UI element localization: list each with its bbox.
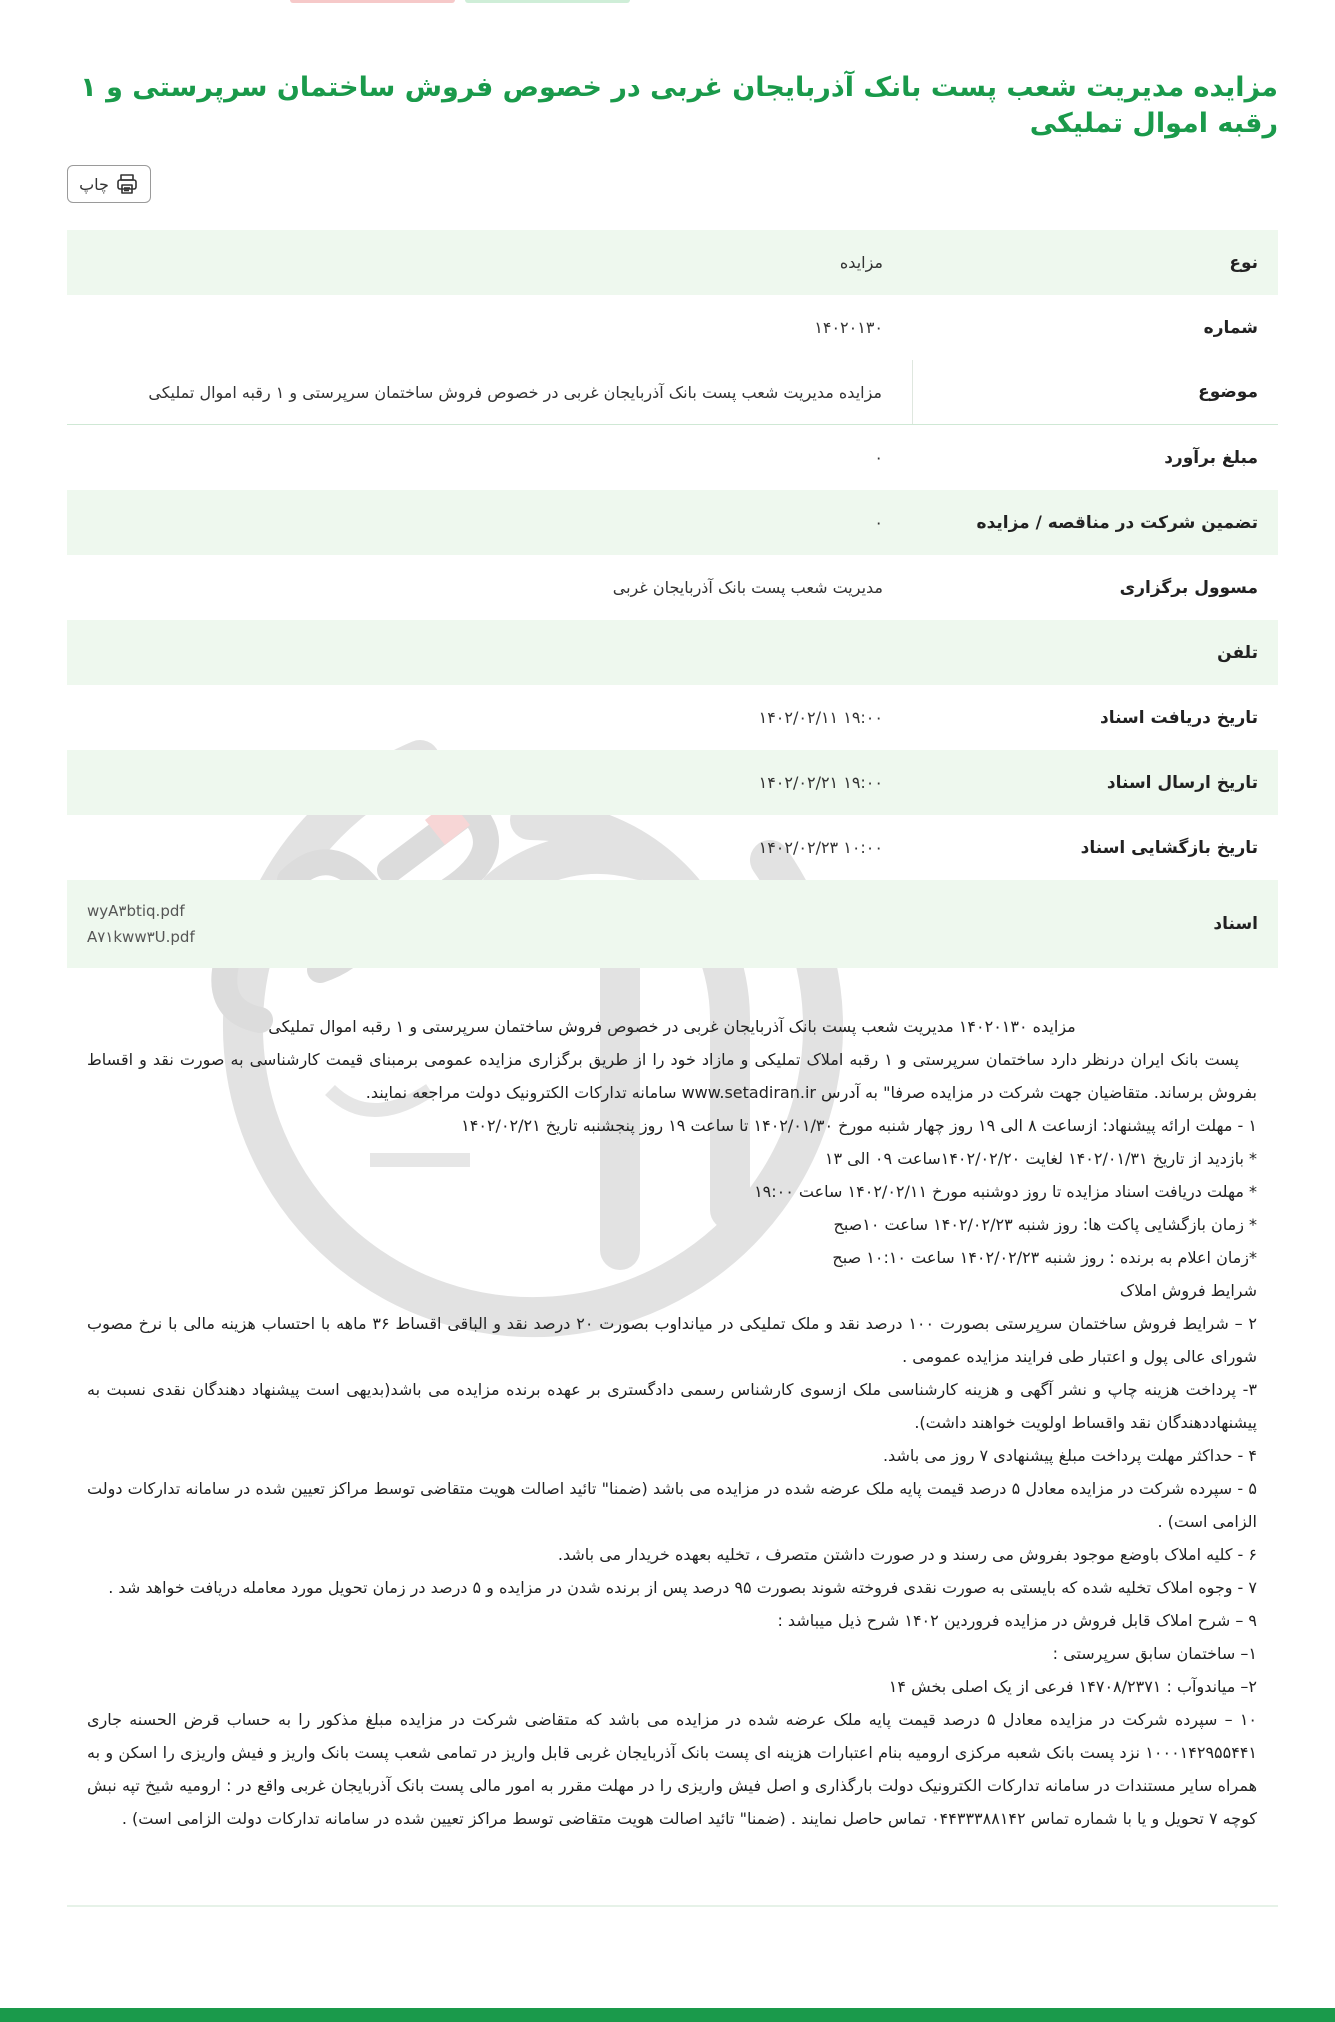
row-value: ۱۴۰۲۰۱۳۰ <box>814 318 883 337</box>
row-label: تاریخ ارسال اسناد <box>1106 772 1258 793</box>
info-row-number <box>67 295 1278 360</box>
body-paragraph: *زمان اعلام به برنده : روز شنبه ۱۴۰۲/۰۲/۲۳ ساعت ۱۰:۱۰ صبح <box>832 1248 1257 1267</box>
info-row-organizer <box>67 555 1278 620</box>
info-row-send-date <box>67 750 1278 815</box>
body-paragraph: پست بانک ایران درنظر دارد ساختمان سرپرستی و ۱ رقبه املاک تملیکی و مازاد خود را از طریق برگزاری مزایده عمومی برمبنای قیمت کارشناسی به صورت نقد و اقساط بفروش برساند. متقاضیان جهت شرکت در مزایده صرفا" به آدرس www.setadiran.ir سامانه تدارکات الکترونیک دولت مراجعه نمایند. <box>87 1050 1257 1102</box>
document-link[interactable]: wyA۳btiq.pdf <box>87 902 185 920</box>
body-paragraph: ۶ - کلیه املاک باوضع موجود بفروش می رسند و در صورت داشتن متصرف ، تخلیه بعهده خریدار می باشد. <box>557 1545 1257 1564</box>
row-label: موضوع <box>1198 382 1258 402</box>
row-label: شماره <box>1203 317 1258 338</box>
print-button[interactable] <box>67 165 151 203</box>
description-body <box>87 1010 1257 1835</box>
row-value: ۰ <box>874 448 883 467</box>
info-row-estimate <box>67 425 1278 490</box>
tab-indicator-green[interactable] <box>465 0 630 3</box>
print-label: چاپ <box>79 174 109 194</box>
row-label: تضمین شرکت در مناقصه / مزایده <box>976 512 1258 533</box>
row-value <box>67 620 913 685</box>
body-paragraph: ۳- پرداخت هزینه چاپ و نشر آگهی و هزینه کارشناسی ملک ازسوی کارشناس رسمی دادگستری بر عهده برنده مزایده می باشد(بدیهی است پیشنهاد دهندگان نقدی نسبت به پیشنهاددهندگان نقد واقساط اولویت خواهند داشت). <box>87 1380 1257 1432</box>
row-label: تاریخ دریافت اسناد <box>1099 707 1258 728</box>
row-value: ۱۴۰۲/۰۲/۲۳ ۱۰:۰۰ <box>758 838 883 857</box>
body-paragraph: ۲– میاندوآب : ۱۴۷۰۸/۲۳۷۱ فرعی از یک اصلی بخش ۱۴ <box>888 1677 1257 1696</box>
document-link[interactable]: A۷۱kww۳U.pdf <box>87 928 195 946</box>
body-paragraph: ۵ - سپرده شرکت در مزایده معادل ۵ درصد قیمت پایه ملک عرضه شده در مزایده می باشد (ضمنا" تائید اصالت هویت متقاضی توسط مراکز تعیین شده در سامانه تدارکات دولت الزامی است) . <box>87 1479 1257 1531</box>
row-value: مزایده <box>839 253 883 272</box>
row-label: نوع <box>1229 252 1258 273</box>
info-row-phone <box>67 620 1278 685</box>
info-row-opening-date <box>67 815 1278 880</box>
info-row-documents <box>67 880 1278 968</box>
body-paragraph: * مهلت دریافت اسناد مزایده تا روز دوشنبه مورخ ۱۴۰۲/۰۲/۱۱ ساعت ۱۹:۰۰ <box>754 1182 1257 1201</box>
row-label: اسناد <box>1213 914 1258 934</box>
body-paragraph: مزایده ۱۴۰۲۰۱۳۰ مدیریت شعب پست بانک آذربایجان غربی در خصوص فروش ساختمان سرپرستی و ۱ رقبه اموال تملیکی <box>268 1017 1076 1036</box>
content-divider <box>67 1905 1278 1907</box>
body-paragraph: شرایط فروش املاک <box>1119 1281 1257 1300</box>
info-row-guarantee <box>67 490 1278 555</box>
body-paragraph: ۷ - وجوه املاک تخلیه شده که بایستی به صورت نقدی فروخته شوند بصورت ۹۵ درصد پس از برنده شدن در مزایده و ۵ درصد در زمان تحویل مورد معامله دریافت خواهد شد . <box>108 1578 1257 1597</box>
body-paragraph: ۱– ساختمان سابق سرپرستی : <box>1052 1644 1257 1663</box>
info-row-receive-date <box>67 685 1278 750</box>
row-value: مزایده مدیریت شعب پست بانک آذربایجان غربی در خصوص فروش ساختمان سرپرستی و ۱ رقبه اموال تملیکی <box>67 360 913 424</box>
info-table <box>67 230 1278 968</box>
info-row-type <box>67 230 1278 295</box>
row-value: ۰ <box>874 513 883 532</box>
body-paragraph: * زمان بازگشایی پاکت ها: روز شنبه ۱۴۰۲/۰۲/۲۳ ساعت ۱۰صبح <box>833 1215 1257 1234</box>
row-value: ۱۴۰۲/۰۲/۱۱ ۱۹:۰۰ <box>758 708 883 727</box>
row-label: تلفن <box>1217 642 1258 663</box>
top-tabs <box>0 0 1335 6</box>
body-paragraph: ۴ - حداکثر مهلت پرداخت مبلغ پیشنهادی ۷ روز می باشد. <box>882 1446 1257 1465</box>
page-title: مزایده مدیریت شعب پست بانک آذربایجان غربی در خصوص فروش ساختمان سرپرستی و ۱ رقبه اموال تملیکی <box>80 72 1278 139</box>
printer-icon <box>115 172 139 196</box>
row-value: ۱۴۰۲/۰۲/۲۱ ۱۹:۰۰ <box>758 773 883 792</box>
row-label: مبلغ برآورد <box>1164 447 1258 468</box>
row-label: تاریخ بازگشایی اسناد <box>1080 837 1258 858</box>
body-paragraph: * بازدید از تاریخ ۱۴۰۲/۰۱/۳۱ لغایت ۱۴۰۲/۰۲/۲۰ساعت ۰۹ الی ۱۳ <box>824 1149 1257 1168</box>
body-paragraph: ۲ – شرایط فروش ساختمان سرپرستی بصورت ۱۰۰ درصد نقد و ملک تملیکی در میانداوب بصورت ۲۰ درصد نقد و الباقی اقساط ۳۶ ماهه با احتساب هزینه مالی با نرخ مصوب شورای عالی پول و اعتبار طی فرایند مزایده عمومی . <box>87 1314 1258 1366</box>
body-paragraph: ۱۰ – سپرده شرکت در مزایده معادل ۵ درصد قیمت پایه ملک عرضه شده در مزایده می باشد که متقاضی شرکت در مزایده مبلغ مذکور را به حساب قرض الحسنه جاری ۱۰۰۰۱۴۲۹۵۵۴۴۱ نزد پست بانک شعبه مرکزی ارومیه بنام اعتبارات هزینه ای پست بانک آذربایجان غربی قابل واریز در تمامی شعب پست بانک واریز و فیش واریزی را اسکن و به همراه سایر مستندات در سامانه تدارکات الکترونیک دولت بارگذاری و اصل فیش واریزی را در مهلت مقرر به امور مالی پست بانک آذربایجان غربی واقع در : ارومیه شیخ تپه نبش کوچه ۷ تحویل و یا با شماره تماس ۰۴۴۳۳۳۸۸۱۴۲ تماس حاصل نمایند . (ضمنا" تائید اصالت هویت متقاضی توسط مراکز تعیین شده در سامانه تدارکات دولت الزامی است) . <box>87 1710 1258 1828</box>
body-paragraph: ۹ – شرح املاک قابل فروش در مزایده فروردین ۱۴۰۲ شرح ذیل میباشد : <box>777 1611 1257 1630</box>
footer-bar <box>0 2008 1335 2022</box>
tab-indicator-red[interactable] <box>290 0 455 3</box>
row-label: مسوول برگزاری <box>1119 577 1258 598</box>
row-value: مدیریت شعب پست بانک آذربایجان غربی <box>612 578 883 597</box>
body-paragraph: ۱ - مهلت ارائه پیشنهاد: ازساعت ۸ الی ۱۹ روز چهار شنبه مورخ ۱۴۰۲/۰۱/۳۰ تا ساعت ۱۹ روز پنجشنبه تاریخ ۱۴۰۲/۰۲/۲۱ <box>461 1116 1257 1135</box>
info-row-subject <box>67 360 1278 425</box>
